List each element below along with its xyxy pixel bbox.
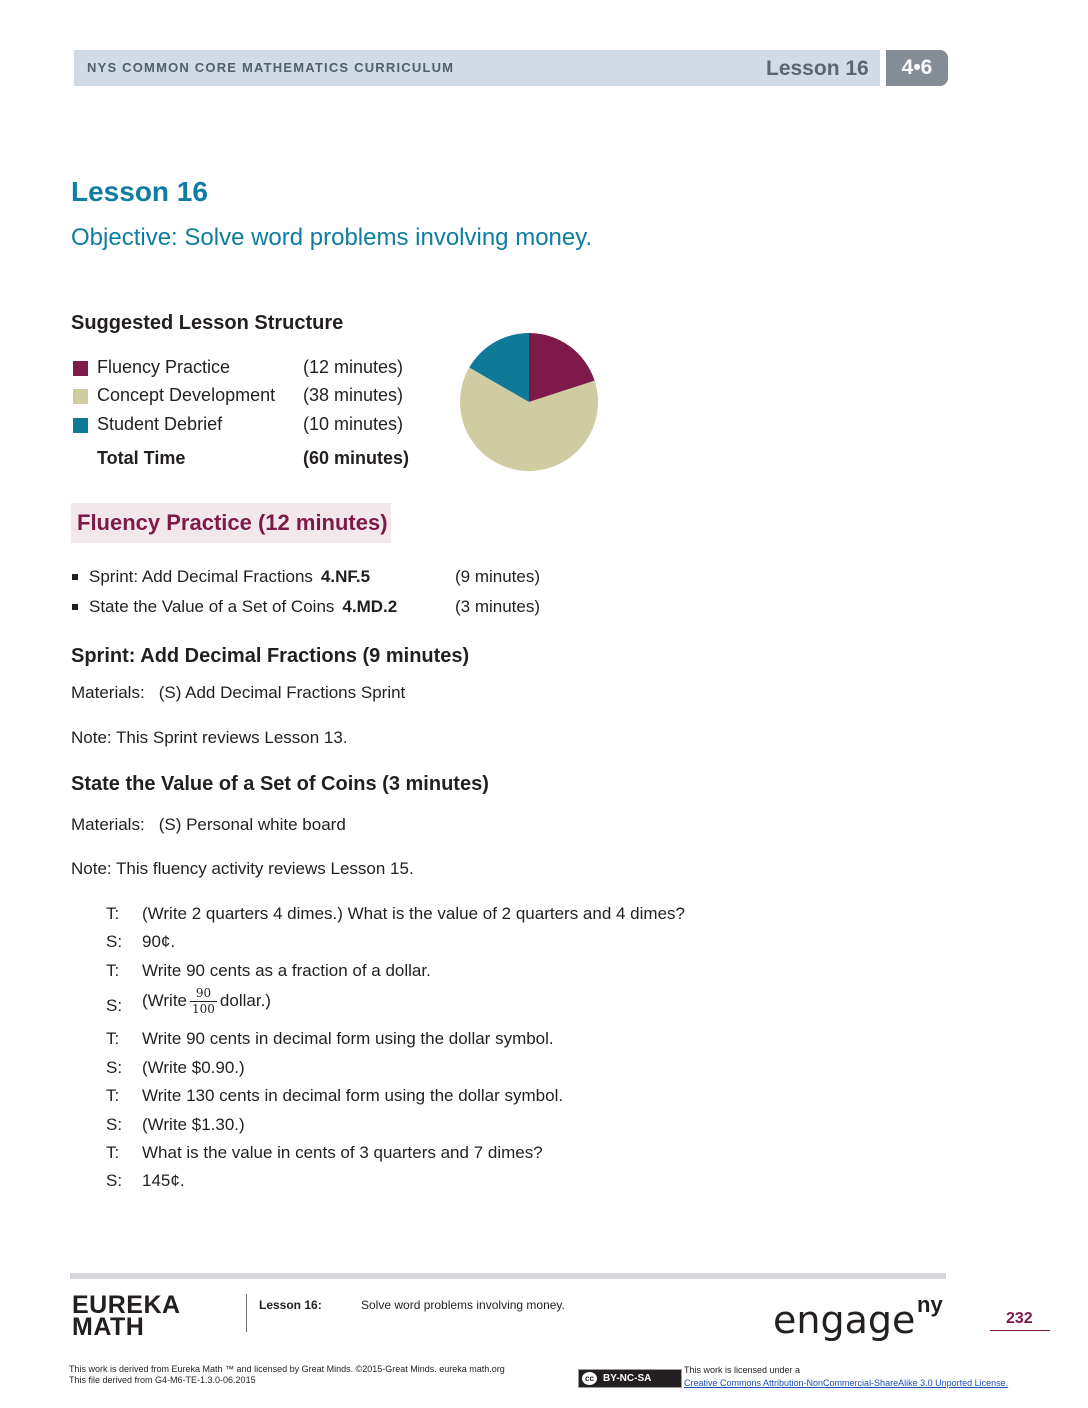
footer-rule xyxy=(70,1273,946,1279)
header-lesson: Lesson 16 xyxy=(766,57,869,80)
concept-swatch xyxy=(73,389,88,404)
dialogue-text: (Write $0.90.) xyxy=(142,1058,245,1077)
dialogue-text: Write 130 cents in decimal form using the dollar symbol. xyxy=(142,1086,564,1105)
fraction-numerator: 90 xyxy=(190,986,217,1002)
bullet-standard: 4.NF.5 xyxy=(320,567,371,586)
license-link[interactable]: Creative Commons Attribution-NonCommercial-ShareAlike 3.0 Unported License. xyxy=(684,1378,1009,1388)
dialogue-text: (Write $1.30.) xyxy=(142,1115,245,1134)
dialogue-text: (Write 2 quarters 4 dimes.) What is the value of 2 quarters and 4 dimes? xyxy=(142,904,685,923)
speaker: S: xyxy=(106,1058,123,1077)
bullet-text: Sprint: Add Decimal Fractions xyxy=(89,567,313,586)
fluency-swatch xyxy=(73,361,88,376)
dialogue-text: Write 90 cents as a fraction of a dollar. xyxy=(142,961,431,980)
eureka-logo-line1: EUREKA xyxy=(72,1291,181,1319)
speaker: T: xyxy=(106,904,120,923)
license-text: This work is licensed under a xyxy=(684,1365,801,1375)
curriculum-label: NYS COMMON CORE MATHEMATICS CURRICULUM xyxy=(87,60,455,75)
materials-label: Materials: xyxy=(71,683,145,702)
speaker: S: xyxy=(106,1171,123,1190)
footer-lesson-label: Lesson 16: xyxy=(259,1298,322,1312)
structure-time: (38 minutes) xyxy=(303,385,404,405)
module-badge: 4•6 xyxy=(886,50,948,86)
dialogue-text: 145¢. xyxy=(142,1171,185,1190)
engageny-logo-ny: ny xyxy=(917,1292,943,1317)
cc-badge-label: BY-NC-SA xyxy=(603,1373,652,1384)
footer-lesson-objective: Solve word problems involving money. xyxy=(361,1298,565,1312)
sprint-materials xyxy=(71,683,405,703)
bullet-text: State the Value of a Set of Coins xyxy=(89,597,335,616)
materials-label: Materials: xyxy=(71,815,145,834)
lesson-structure-pie xyxy=(458,331,600,473)
structure-name: Student Debrief xyxy=(97,414,223,434)
structure-time: (12 minutes) xyxy=(303,357,404,377)
materials-value: (S) Personal white board xyxy=(158,815,346,834)
total-time: (60 minutes) xyxy=(303,448,410,468)
sprint-note: Note: This Sprint reviews Lesson 13. xyxy=(71,728,348,747)
structure-name: Concept Development xyxy=(97,385,276,405)
footer-divider xyxy=(246,1294,247,1332)
speaker: T: xyxy=(106,1086,120,1105)
speaker: S: xyxy=(106,996,123,1015)
bullet-time: (3 minutes) xyxy=(455,597,541,616)
speaker: T: xyxy=(106,1029,120,1048)
objective: Objective: Solve word problems involving money. xyxy=(71,224,593,251)
dialogue-text: 90¢. xyxy=(142,932,176,951)
fraction xyxy=(190,986,217,1017)
debrief-swatch xyxy=(73,418,88,433)
materials-value: (S) Add Decimal Fractions Sprint xyxy=(158,683,406,702)
speaker: T: xyxy=(106,961,120,980)
dialogue-text: What is the value in cents of 3 quarters and 7 dimes? xyxy=(142,1143,543,1162)
coins-note: Note: This fluency activity reviews Lesson 15. xyxy=(71,859,414,878)
fluency-heading: Fluency Practice (12 minutes) xyxy=(77,510,388,535)
structure-name: Fluency Practice xyxy=(97,357,231,377)
cc-icon: cc xyxy=(582,1372,597,1385)
bullet-icon xyxy=(72,604,78,610)
fraction-denominator: 100 xyxy=(192,1002,215,1016)
credit-line: This file derived from G4-M6-TE-1.3.0-06.2015 xyxy=(69,1375,256,1385)
dialogue-text: Write 90 cents in decimal form using the dollar symbol. xyxy=(142,1029,554,1048)
bullet-standard: 4.MD.2 xyxy=(342,597,398,616)
sprint-heading: Sprint: Add Decimal Fractions (9 minutes) xyxy=(71,645,470,667)
lesson-title: Lesson 16 xyxy=(71,176,208,207)
speaker: S: xyxy=(106,1115,123,1134)
dialogue-text-before: (Write xyxy=(142,990,188,1010)
bullet-time: (9 minutes) xyxy=(455,567,541,586)
page-number: 232 xyxy=(1006,1310,1033,1327)
speaker: S: xyxy=(106,932,123,951)
structure-heading: Suggested Lesson Structure xyxy=(71,312,344,334)
engageny-logo: engage xyxy=(773,1298,916,1342)
coins-heading: State the Value of a Set of Coins (3 minutes) xyxy=(71,773,489,795)
total-label: Total Time xyxy=(97,448,186,468)
dialogue-text-after: dollar.) xyxy=(219,990,271,1010)
cc-license-badge[interactable] xyxy=(578,1369,682,1388)
eureka-logo-line2: MATH xyxy=(72,1313,145,1341)
credit-line: This work is derived from Eureka Math ™ and licensed by Great Minds. ©2015-Great Minds. eureka math.org xyxy=(69,1364,505,1374)
structure-time: (10 minutes) xyxy=(303,414,404,434)
bullet-icon xyxy=(72,574,78,580)
speaker: T: xyxy=(106,1143,120,1162)
dialogue-text xyxy=(142,986,271,1017)
coins-materials xyxy=(71,815,346,835)
page-number-rule xyxy=(990,1330,1050,1331)
